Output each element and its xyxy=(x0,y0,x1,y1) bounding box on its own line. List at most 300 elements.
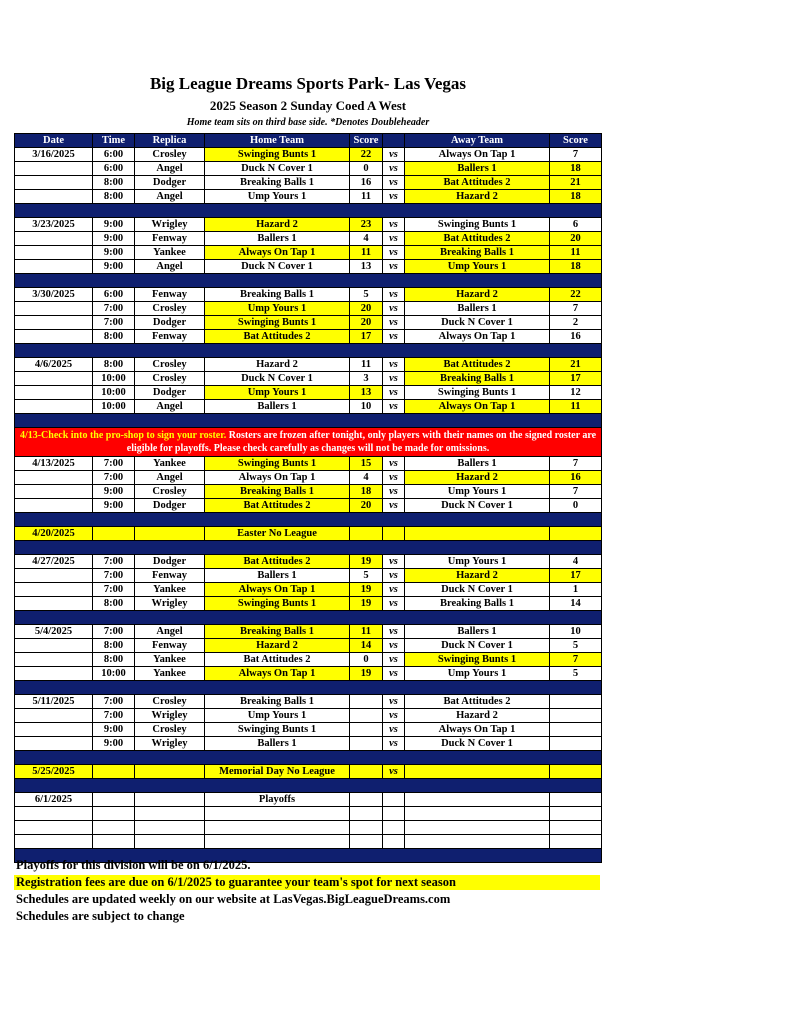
vs-cell: vs xyxy=(383,499,405,513)
home-score-cell xyxy=(350,807,383,821)
game-row xyxy=(15,457,602,471)
vs-cell: vs xyxy=(383,190,405,204)
home-team-cell: Hazard 2 xyxy=(205,218,350,232)
week-separator-row xyxy=(15,274,602,288)
game-row xyxy=(15,485,602,499)
away-score-cell: 18 xyxy=(550,162,602,176)
vs-cell: vs xyxy=(383,288,405,302)
home-team-cell: Hazard 2 xyxy=(205,639,350,653)
time-cell xyxy=(93,793,135,807)
week-separator-row xyxy=(15,541,602,555)
replica-cell: Yankee xyxy=(135,457,205,471)
time-cell: 10:00 xyxy=(93,667,135,681)
game-row xyxy=(15,386,602,400)
away-score-cell xyxy=(550,527,602,541)
vs-cell: vs xyxy=(383,386,405,400)
vs-cell: vs xyxy=(383,569,405,583)
home-score-cell xyxy=(350,737,383,751)
col-header-date: Date xyxy=(15,134,93,148)
replica-cell: Crosley xyxy=(135,302,205,316)
home-team-cell: Swinging Bunts 1 xyxy=(205,723,350,737)
col-header-away-score: Score xyxy=(550,134,602,148)
replica-cell: Fenway xyxy=(135,639,205,653)
away-score-cell: 18 xyxy=(550,260,602,274)
date-cell xyxy=(15,583,93,597)
away-team-cell xyxy=(405,527,550,541)
away-team-cell xyxy=(405,793,550,807)
date-cell xyxy=(15,709,93,723)
vs-cell: vs xyxy=(383,162,405,176)
away-team-cell: Breaking Balls 1 xyxy=(405,597,550,611)
home-score-cell: 14 xyxy=(350,639,383,653)
home-team-cell: Ump Yours 1 xyxy=(205,302,350,316)
date-cell xyxy=(15,260,93,274)
holiday-label: Easter No League xyxy=(205,527,350,541)
away-team-cell: Ump Yours 1 xyxy=(405,667,550,681)
vs-cell: vs xyxy=(383,723,405,737)
away-score-cell: 7 xyxy=(550,485,602,499)
date-cell xyxy=(15,330,93,344)
home-team-cell: Ballers 1 xyxy=(205,232,350,246)
home-team-cell: Bat Attitudes 2 xyxy=(205,330,350,344)
replica-cell: Wrigley xyxy=(135,737,205,751)
vs-cell: vs xyxy=(383,667,405,681)
vs-cell: vs xyxy=(383,302,405,316)
replica-cell: Dodger xyxy=(135,316,205,330)
away-team-cell: Always On Tap 1 xyxy=(405,723,550,737)
replica-cell xyxy=(135,821,205,835)
home-score-cell: 4 xyxy=(350,232,383,246)
replica-cell xyxy=(135,835,205,849)
home-score-cell: 11 xyxy=(350,625,383,639)
date-cell xyxy=(15,162,93,176)
game-row xyxy=(15,625,602,639)
away-score-cell: 22 xyxy=(550,288,602,302)
date-cell: 3/16/2025 xyxy=(15,148,93,162)
game-row xyxy=(15,807,602,821)
date-cell xyxy=(15,499,93,513)
vs-cell xyxy=(383,527,405,541)
time-cell xyxy=(93,807,135,821)
replica-cell: Dodger xyxy=(135,555,205,569)
home-score-cell: 19 xyxy=(350,583,383,597)
time-cell: 8:00 xyxy=(93,190,135,204)
away-team-cell: Hazard 2 xyxy=(405,471,550,485)
game-row xyxy=(15,569,602,583)
game-row xyxy=(15,330,602,344)
roster-notice-text: Rosters are frozen after tonight, only players with their names on the signed roster are eligible for playoffs. Please check carefully as changes will not be made for omissions. xyxy=(126,430,597,454)
replica-cell: Crosley xyxy=(135,358,205,372)
home-score-cell: 3 xyxy=(350,372,383,386)
col-header-time: Time xyxy=(93,134,135,148)
date-cell xyxy=(15,485,93,499)
home-team-cell: Playoffs xyxy=(205,793,350,807)
away-score-cell: 7 xyxy=(550,302,602,316)
date-cell: 4/6/2025 xyxy=(15,358,93,372)
home-score-cell xyxy=(350,723,383,737)
time-cell: 6:00 xyxy=(93,148,135,162)
date-cell: 6/1/2025 xyxy=(15,793,93,807)
roster-notice-highlight: 4/13-Check into the pro-shop to sign your roster. xyxy=(19,430,227,441)
date-cell: 3/23/2025 xyxy=(15,218,93,232)
game-row xyxy=(15,639,602,653)
col-header-home-team: Home Team xyxy=(205,134,350,148)
date-cell xyxy=(15,400,93,414)
time-cell: 8:00 xyxy=(93,176,135,190)
game-row xyxy=(15,232,602,246)
replica-cell: Angel xyxy=(135,162,205,176)
replica-cell xyxy=(135,793,205,807)
date-cell: 4/13/2025 xyxy=(15,457,93,471)
time-cell: 7:00 xyxy=(93,709,135,723)
vs-cell xyxy=(383,835,405,849)
replica-cell: Angel xyxy=(135,471,205,485)
week-separator-row xyxy=(15,344,602,358)
away-score-cell: 11 xyxy=(550,246,602,260)
away-score-cell: 1 xyxy=(550,583,602,597)
game-row xyxy=(15,695,602,709)
holiday-row xyxy=(15,527,602,541)
date-cell: 5/4/2025 xyxy=(15,625,93,639)
vs-cell: vs xyxy=(383,555,405,569)
away-score-cell: 14 xyxy=(550,597,602,611)
home-score-cell xyxy=(350,835,383,849)
game-row xyxy=(15,190,602,204)
away-team-cell: Bat Attitudes 2 xyxy=(405,358,550,372)
home-score-cell xyxy=(350,793,383,807)
vs-cell: vs xyxy=(383,330,405,344)
vs-cell: vs xyxy=(383,625,405,639)
home-score-cell: 11 xyxy=(350,190,383,204)
time-cell: 8:00 xyxy=(93,653,135,667)
home-team-cell: Always On Tap 1 xyxy=(205,471,350,485)
time-cell: 7:00 xyxy=(93,695,135,709)
home-score-cell xyxy=(350,765,383,779)
home-team-cell: Duck N Cover 1 xyxy=(205,260,350,274)
time-cell: 7:00 xyxy=(93,471,135,485)
away-team-cell: Breaking Balls 1 xyxy=(405,246,550,260)
home-team-cell: Swinging Bunts 1 xyxy=(205,457,350,471)
vs-cell: vs xyxy=(383,485,405,499)
date-cell xyxy=(15,597,93,611)
home-team-cell: Bat Attitudes 2 xyxy=(205,653,350,667)
home-score-cell xyxy=(350,527,383,541)
home-score-cell: 19 xyxy=(350,555,383,569)
col-header-vs xyxy=(383,134,405,148)
week-separator-row xyxy=(15,414,602,428)
home-team-cell: Duck N Cover 1 xyxy=(205,372,350,386)
away-team-cell: Ump Yours 1 xyxy=(405,485,550,499)
vs-cell: vs xyxy=(383,457,405,471)
away-team-cell: Duck N Cover 1 xyxy=(405,316,550,330)
replica-cell: Angel xyxy=(135,400,205,414)
game-row xyxy=(15,653,602,667)
replica-cell: Fenway xyxy=(135,232,205,246)
date-cell xyxy=(15,190,93,204)
separator-cell xyxy=(15,204,602,218)
home-score-cell: 13 xyxy=(350,386,383,400)
replica-cell: Fenway xyxy=(135,569,205,583)
game-row xyxy=(15,260,602,274)
away-team-cell: Hazard 2 xyxy=(405,569,550,583)
date-cell: 5/25/2025 xyxy=(15,765,93,779)
game-row xyxy=(15,667,602,681)
away-score-cell: 17 xyxy=(550,372,602,386)
away-team-cell: Ballers 1 xyxy=(405,457,550,471)
home-team-cell xyxy=(205,821,350,835)
time-cell: 9:00 xyxy=(93,499,135,513)
home-team-cell: Breaking Balls 1 xyxy=(205,625,350,639)
holiday-label: Memorial Day No League xyxy=(205,765,350,779)
away-score-cell: 0 xyxy=(550,499,602,513)
game-row xyxy=(15,597,602,611)
separator-cell xyxy=(15,611,602,625)
separator-cell xyxy=(15,274,602,288)
away-team-cell: Duck N Cover 1 xyxy=(405,583,550,597)
away-team-cell xyxy=(405,807,550,821)
date-cell xyxy=(15,821,93,835)
game-row xyxy=(15,148,602,162)
time-cell xyxy=(93,821,135,835)
away-team-cell: Ballers 1 xyxy=(405,302,550,316)
home-score-cell: 11 xyxy=(350,358,383,372)
away-team-cell xyxy=(405,765,550,779)
home-score-cell: 5 xyxy=(350,288,383,302)
time-cell: 8:00 xyxy=(93,639,135,653)
away-score-cell: 4 xyxy=(550,555,602,569)
home-score-cell: 15 xyxy=(350,457,383,471)
replica-cell: Crosley xyxy=(135,723,205,737)
vs-cell: vs xyxy=(383,358,405,372)
away-score-cell: 5 xyxy=(550,667,602,681)
replica-cell: Yankee xyxy=(135,246,205,260)
home-score-cell: 16 xyxy=(350,176,383,190)
date-cell: 4/27/2025 xyxy=(15,555,93,569)
away-team-cell: Bat Attitudes 2 xyxy=(405,176,550,190)
home-score-cell: 20 xyxy=(350,499,383,513)
date-cell: 3/30/2025 xyxy=(15,288,93,302)
col-header-replica: Replica xyxy=(135,134,205,148)
col-header-home-score: Score xyxy=(350,134,383,148)
away-team-cell: Duck N Cover 1 xyxy=(405,499,550,513)
vs-cell: vs xyxy=(383,639,405,653)
away-score-cell xyxy=(550,737,602,751)
home-team-cell: Bat Attitudes 2 xyxy=(205,499,350,513)
away-score-cell: 11 xyxy=(550,400,602,414)
home-score-cell: 20 xyxy=(350,316,383,330)
week-separator-row xyxy=(15,681,602,695)
game-row xyxy=(15,302,602,316)
away-team-cell: Bat Attitudes 2 xyxy=(405,232,550,246)
date-cell xyxy=(15,302,93,316)
replica-cell: Wrigley xyxy=(135,218,205,232)
away-team-cell: Duck N Cover 1 xyxy=(405,639,550,653)
away-score-cell xyxy=(550,765,602,779)
game-row xyxy=(15,176,602,190)
away-team-cell: Duck N Cover 1 xyxy=(405,737,550,751)
replica-cell xyxy=(135,765,205,779)
date-cell xyxy=(15,737,93,751)
home-score-cell: 0 xyxy=(350,653,383,667)
time-cell: 9:00 xyxy=(93,260,135,274)
vs-cell: vs xyxy=(383,148,405,162)
game-row xyxy=(15,793,602,807)
time-cell: 9:00 xyxy=(93,218,135,232)
game-row xyxy=(15,358,602,372)
time-cell: 6:00 xyxy=(93,288,135,302)
home-team-cell: Swinging Bunts 1 xyxy=(205,597,350,611)
game-row xyxy=(15,737,602,751)
replica-cell: Wrigley xyxy=(135,709,205,723)
away-score-cell: 7 xyxy=(550,148,602,162)
game-row xyxy=(15,288,602,302)
website-note: Schedules are updated weekly on our website at LasVegas.BigLeagueDreams.com xyxy=(16,892,451,906)
home-score-cell: 13 xyxy=(350,260,383,274)
away-team-cell: Always On Tap 1 xyxy=(405,330,550,344)
time-cell xyxy=(93,527,135,541)
vs-cell xyxy=(383,821,405,835)
time-cell: 9:00 xyxy=(93,723,135,737)
home-score-cell: 0 xyxy=(350,162,383,176)
replica-cell: Yankee xyxy=(135,583,205,597)
date-cell xyxy=(15,372,93,386)
game-row xyxy=(15,400,602,414)
away-score-cell xyxy=(550,695,602,709)
week-separator-row xyxy=(15,204,602,218)
home-team-cell: Ballers 1 xyxy=(205,569,350,583)
replica-cell: Yankee xyxy=(135,667,205,681)
away-team-cell: Ump Yours 1 xyxy=(405,260,550,274)
replica-cell xyxy=(135,527,205,541)
away-team-cell: Hazard 2 xyxy=(405,288,550,302)
date-cell xyxy=(15,639,93,653)
game-row xyxy=(15,162,602,176)
home-score-cell: 10 xyxy=(350,400,383,414)
time-cell: 10:00 xyxy=(93,386,135,400)
replica-cell xyxy=(135,807,205,821)
time-cell: 9:00 xyxy=(93,246,135,260)
away-team-cell: Swinging Bunts 1 xyxy=(405,386,550,400)
week-separator-row xyxy=(15,611,602,625)
vs-cell xyxy=(383,793,405,807)
vs-cell: vs xyxy=(383,653,405,667)
date-cell xyxy=(15,471,93,485)
replica-cell: Yankee xyxy=(135,653,205,667)
week-separator-row xyxy=(15,751,602,765)
away-score-cell: 6 xyxy=(550,218,602,232)
replica-cell: Crosley xyxy=(135,372,205,386)
game-row xyxy=(15,246,602,260)
home-team-cell: Swinging Bunts 1 xyxy=(205,148,350,162)
time-cell: 9:00 xyxy=(93,485,135,499)
replica-cell: Angel xyxy=(135,625,205,639)
home-team-cell xyxy=(205,807,350,821)
date-cell xyxy=(15,723,93,737)
replica-cell: Dodger xyxy=(135,386,205,400)
away-score-cell xyxy=(550,793,602,807)
page-subtitle: 2025 Season 2 Sunday Coed A West xyxy=(209,98,407,113)
playoffs-note: Playoffs for this division will be on 6/1/2025. xyxy=(16,858,251,872)
game-row xyxy=(15,471,602,485)
away-score-cell xyxy=(550,821,602,835)
date-cell xyxy=(15,807,93,821)
away-team-cell: Hazard 2 xyxy=(405,709,550,723)
away-score-cell: 21 xyxy=(550,176,602,190)
vs-cell: vs xyxy=(383,400,405,414)
vs-cell: vs xyxy=(383,260,405,274)
date-cell xyxy=(15,246,93,260)
game-row xyxy=(15,372,602,386)
time-cell: 7:00 xyxy=(93,302,135,316)
home-team-cell xyxy=(205,835,350,849)
separator-cell xyxy=(15,751,602,765)
date-cell xyxy=(15,316,93,330)
date-cell xyxy=(15,386,93,400)
vs-cell: vs xyxy=(383,583,405,597)
time-cell: 7:00 xyxy=(93,569,135,583)
date-cell xyxy=(15,653,93,667)
home-score-cell: 5 xyxy=(350,569,383,583)
home-team-cell: Breaking Balls 1 xyxy=(205,485,350,499)
replica-cell: Angel xyxy=(135,260,205,274)
away-team-cell: Ballers 1 xyxy=(405,625,550,639)
date-cell xyxy=(15,835,93,849)
away-team-cell: Swinging Bunts 1 xyxy=(405,653,550,667)
away-team-cell: Always On Tap 1 xyxy=(405,148,550,162)
away-team-cell: Breaking Balls 1 xyxy=(405,372,550,386)
col-header-away-team: Away Team xyxy=(405,134,550,148)
separator-cell xyxy=(15,681,602,695)
vs-cell: vs xyxy=(383,218,405,232)
time-cell: 6:00 xyxy=(93,162,135,176)
home-team-cell: Ump Yours 1 xyxy=(205,190,350,204)
away-team-cell: Swinging Bunts 1 xyxy=(405,218,550,232)
separator-cell xyxy=(15,414,602,428)
time-cell xyxy=(93,765,135,779)
page-title: Big League Dreams Sports Park- Las Vegas xyxy=(149,74,467,93)
home-team-cell: Ballers 1 xyxy=(205,737,350,751)
home-score-cell xyxy=(350,709,383,723)
away-score-cell: 17 xyxy=(550,569,602,583)
away-team-cell xyxy=(405,835,550,849)
vs-cell: vs xyxy=(383,597,405,611)
away-score-cell: 16 xyxy=(550,471,602,485)
vs-cell xyxy=(383,807,405,821)
home-team-cell: Always On Tap 1 xyxy=(205,667,350,681)
away-score-cell: 12 xyxy=(550,386,602,400)
home-score-cell xyxy=(350,821,383,835)
roster-notice-row xyxy=(15,428,602,457)
home-team-cell: Ump Yours 1 xyxy=(205,386,350,400)
home-team-cell: Always On Tap 1 xyxy=(205,246,350,260)
home-team-note: Home team sits on third base side. *Denotes Doubleheader xyxy=(186,117,430,128)
game-row xyxy=(15,316,602,330)
week-separator-row xyxy=(15,779,602,793)
vs-cell: vs xyxy=(383,232,405,246)
week-separator-row xyxy=(15,513,602,527)
home-team-cell: Breaking Balls 1 xyxy=(205,176,350,190)
home-team-cell: Breaking Balls 1 xyxy=(205,695,350,709)
time-cell: 9:00 xyxy=(93,232,135,246)
away-team-cell: Always On Tap 1 xyxy=(405,400,550,414)
home-team-cell: Hazard 2 xyxy=(205,358,350,372)
replica-cell: Angel xyxy=(135,190,205,204)
date-cell xyxy=(15,176,93,190)
away-score-cell: 2 xyxy=(550,316,602,330)
date-cell xyxy=(15,667,93,681)
separator-cell xyxy=(15,513,602,527)
home-team-cell: Duck N Cover 1 xyxy=(205,162,350,176)
